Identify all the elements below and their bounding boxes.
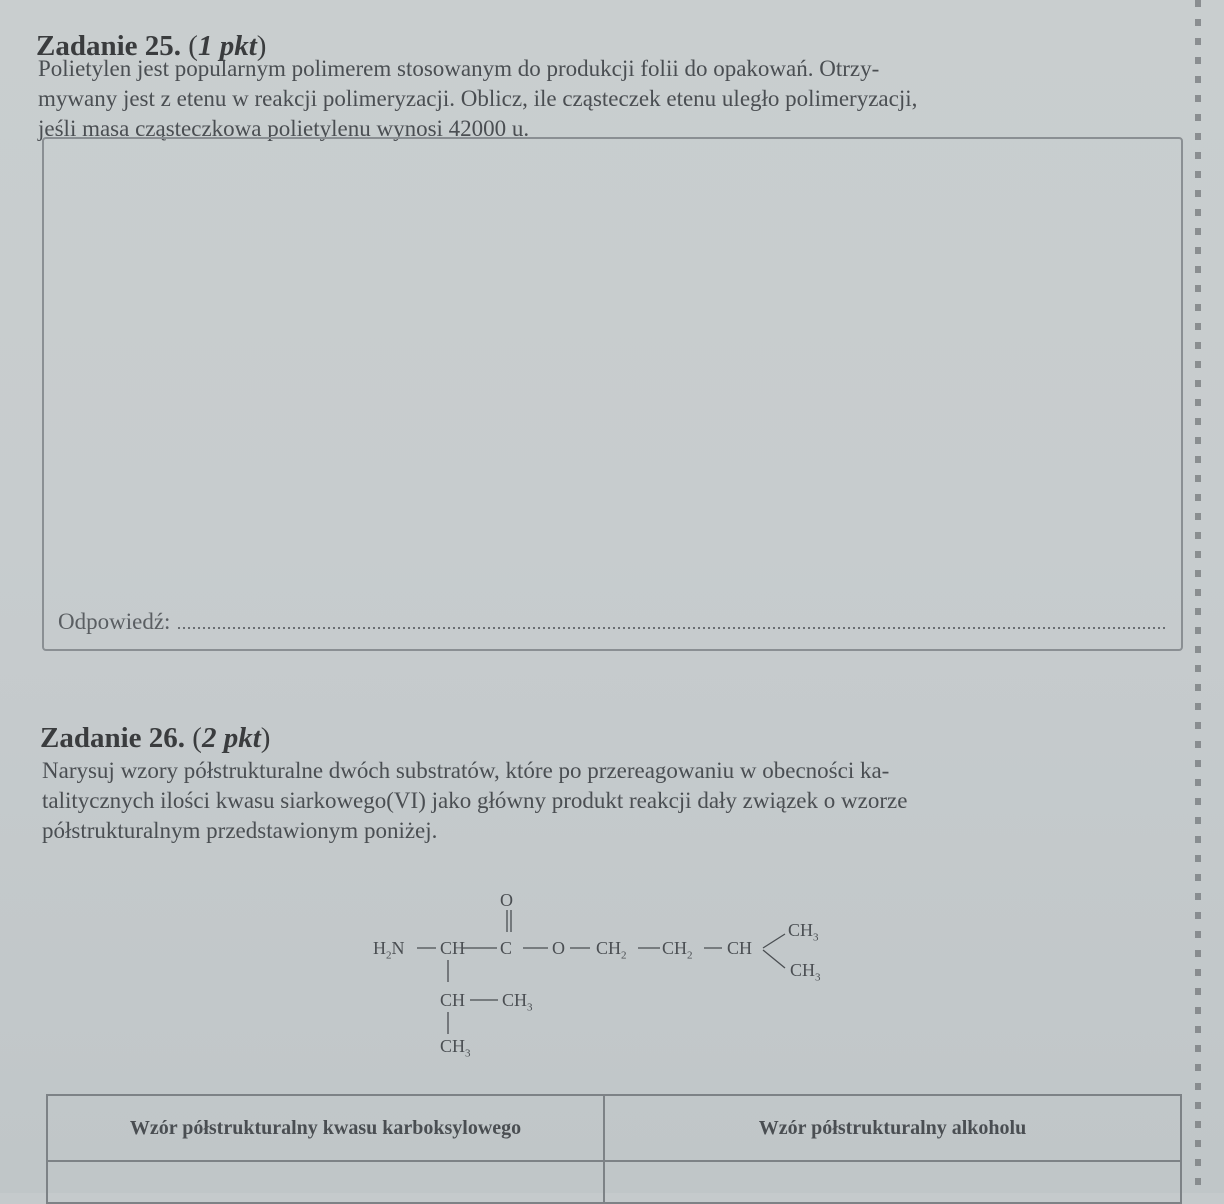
formula-amine-group: $H_2N$ xyxy=(373,938,405,962)
formula-ch3: $CH_3$ xyxy=(788,920,819,944)
task-25-title: Zadanie 25. (1 pkt) xyxy=(36,30,267,62)
formula-ch2: $CH_2$ xyxy=(662,938,693,962)
answer-row[interactable] xyxy=(58,605,1167,635)
table-answer-row xyxy=(48,1162,1180,1202)
formula-ch: CH xyxy=(440,938,466,958)
formula-ch: CH xyxy=(727,938,753,958)
formula-ch3: $CH_3$ xyxy=(790,960,821,984)
answer-line[interactable] xyxy=(178,627,1167,629)
task-25-line: mywany jest z etenu w reakcji polimeryzacji. Oblicz, ile cząsteczek etenu uległo polimeryzacji, xyxy=(38,86,918,111)
calculation-box[interactable] xyxy=(42,137,1183,651)
formula-ch: CH xyxy=(440,990,466,1010)
column-header-acid: Wzór półstrukturalny kwasu karboksylowego xyxy=(48,1096,605,1160)
formula-ch3: $CH_3$ xyxy=(502,990,533,1014)
formula-carbon: C xyxy=(500,938,513,958)
formula-carbonyl-oxygen: O xyxy=(500,890,513,910)
formula-ester-oxygen: O xyxy=(552,938,565,958)
structural-formula xyxy=(360,890,860,1070)
task-26-line: talitycznych ilości kwasu siarkowego(VI) jako główny produkt reakcji dały związek o wzorze xyxy=(42,788,908,813)
formula-ch3: $CH_3$ xyxy=(440,1036,471,1060)
task-26-text xyxy=(42,756,1182,846)
table-header-row xyxy=(48,1096,1180,1162)
answer-label: Odpowiedź: xyxy=(58,609,171,634)
answer-table xyxy=(46,1094,1182,1204)
formula-ch2: $CH_2$ xyxy=(596,938,627,962)
task-26-title: Zadanie 26. (2 pkt) xyxy=(40,722,271,754)
formula-bonds xyxy=(360,890,860,1070)
task-25-line: Polietylen jest popularnym polimerem stosowanym do produkcji folii do opakowań. Otrzy- xyxy=(38,56,880,81)
task-26-line: półstrukturalnym przedstawionym poniżej. xyxy=(42,818,438,843)
task-25-text xyxy=(38,54,1183,144)
acid-answer-cell[interactable] xyxy=(48,1162,605,1202)
perforation-line xyxy=(1195,0,1201,1193)
task-25-line: jeśli masa cząsteczkowa polietylenu wynosi 42000 u. xyxy=(38,116,530,141)
column-header-alcohol: Wzór półstrukturalny alkoholu xyxy=(758,1116,1027,1139)
task-26-line: Narysuj wzory półstrukturalne dwóch substratów, które po przereagowaniu w obecności ka- xyxy=(42,758,890,783)
alcohol-answer-cell[interactable] xyxy=(605,1162,1180,1202)
